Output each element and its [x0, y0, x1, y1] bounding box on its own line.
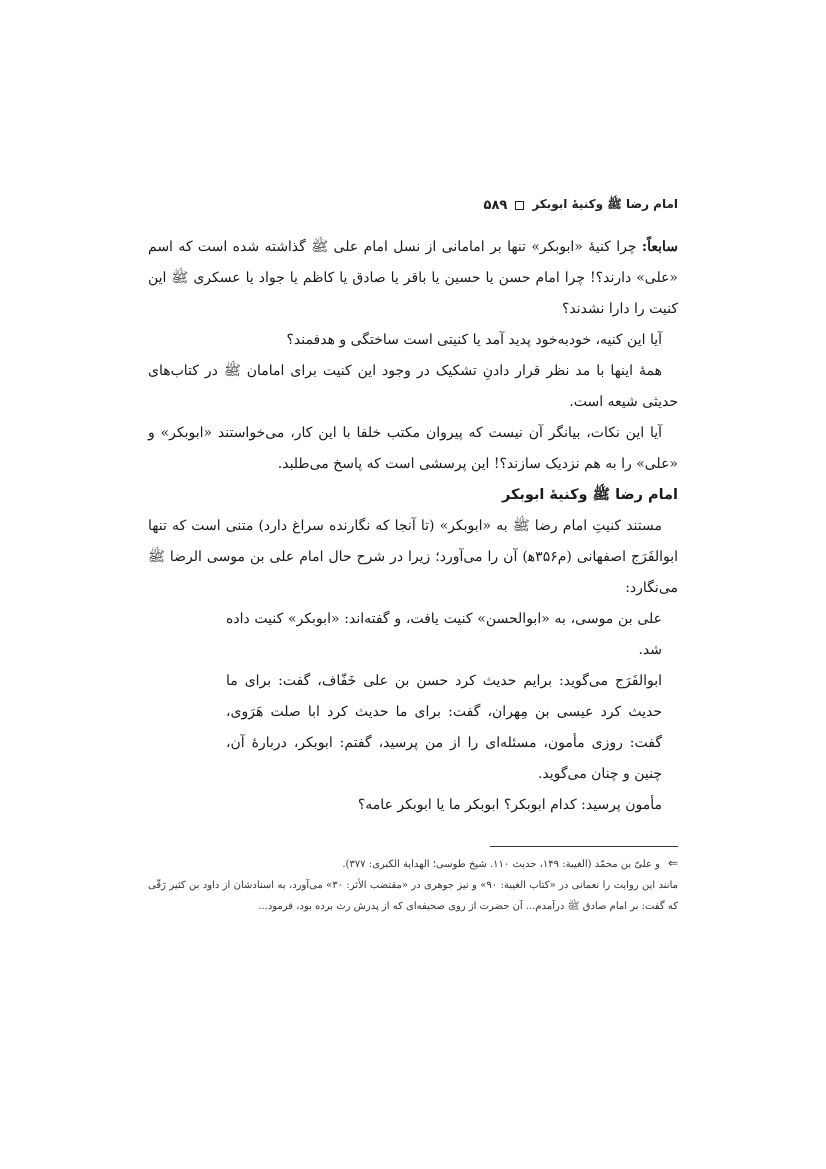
- footnote-line-2: مانند این روایت را نعمانی در «کتاب الغیبة: ۹۰» و نیز جوهری در «مقتضب الأثر: ۳۰» می‌آورد، به اسنادشان از داود بن کثیر رَقّی که گفت: بر امام صادق ﷺ درآمدم... آن حضرت از روی صحیفه‌ای که از پدرش رث برده بود، فرمود...: [148, 880, 678, 912]
- paragraph-source: مستند کنیتِ امام رضا ﷺ به «ابوبکر» (تا آنجا که نگارنده سراغ دارد) متنی است که تنها ابوالفَرَج اصفهانی (م۳۵۶ﻫ) آن را می‌آورد؛ زیرا در شرح حال امام علی بن موسی الرضا ﷺ می‌نگارد:: [148, 518, 678, 596]
- footnote-line: [148, 853, 678, 875]
- quote-mamun-question: مأمون پرسید: کدام ابوبکر؟ ابوبکر ما یا ابوبکر عامه؟: [357, 797, 662, 813]
- page-number: ۵۸۹: [483, 198, 508, 213]
- paragraph-doubt: همهٔ اینها با مد نظر قرار دادنِ تشکیک در وجود این کنیت برای امامان ﷺ در کتاب‌های حدیثی شیعه است.: [148, 363, 678, 410]
- block-quote: [226, 604, 662, 821]
- square-bullet-icon: [515, 201, 524, 210]
- footnotes: [148, 853, 678, 917]
- running-header-title: امام رضا ﷺ وکنیهٔ ابوبکر: [532, 197, 678, 211]
- paragraph-question-kunya: آیا این کنیه، خودبه‌خود پدید آمد یا کنیتی است ساختگی و هدفمند؟: [286, 332, 662, 348]
- keyword-seventhly: سابعاً:: [641, 239, 678, 255]
- footnote-line-1: و علیّ بن محمّد (الغیبة: ۱۴۹، حدیث ۱۱۰. شیخ طوسی؛ الهدایة الکبری: ۳۷۷).: [342, 859, 660, 870]
- footnote-separator: [490, 846, 678, 847]
- section-heading: امام رضا ﷺ وکنیهٔ ابوبکر: [501, 487, 678, 503]
- paragraph-seventhly: [148, 232, 678, 325]
- running-header: [148, 197, 678, 214]
- body-text: [148, 232, 678, 821]
- paragraph-question-followers: آیا این نکات، بیانگر آن نیست که پیروان مکتب خلفا با این کار، می‌خواستند «ابوبکر» و «علی» را به هم نزدیک سازند؟! این پرسشی است که پاسخ می‌طلبد.: [148, 425, 678, 472]
- quote-narration: ابوالفَرَج می‌گوید: برایم حدیث کرد حسن بن علی خَفّاف، گفت: برای ما حدیث کرد عیسی بن مِهران، گفت: برای ما حدیث کرد ابا صلت هَرَوی، گفت: روزی مأمون، مسئله‌ای را از من پرسید، گفتم: ابوبکر، دربارهٔ آن، چنین و چنان می‌گوید.: [226, 673, 662, 782]
- quote-kunya: علی بن موسی، به «ابوالحسن» کنیت یافت، و گفته‌اند: «ابوبکر» کنیت داده شد.: [226, 611, 662, 658]
- paragraph-seventhly-text: چرا کنیهٔ «ابوبکر» تنها بر امامانی از نسل امام علی ﷺ گذاشته شده است که اسم «علی» دارند؟! چرا امام حسن یا حسین یا باقر یا صادق یا کاظم یا جواد یا عسکری ﷺ این کنیت را دارا نشدند؟: [148, 239, 678, 317]
- continuation-arrow-icon: ⇐: [667, 856, 678, 870]
